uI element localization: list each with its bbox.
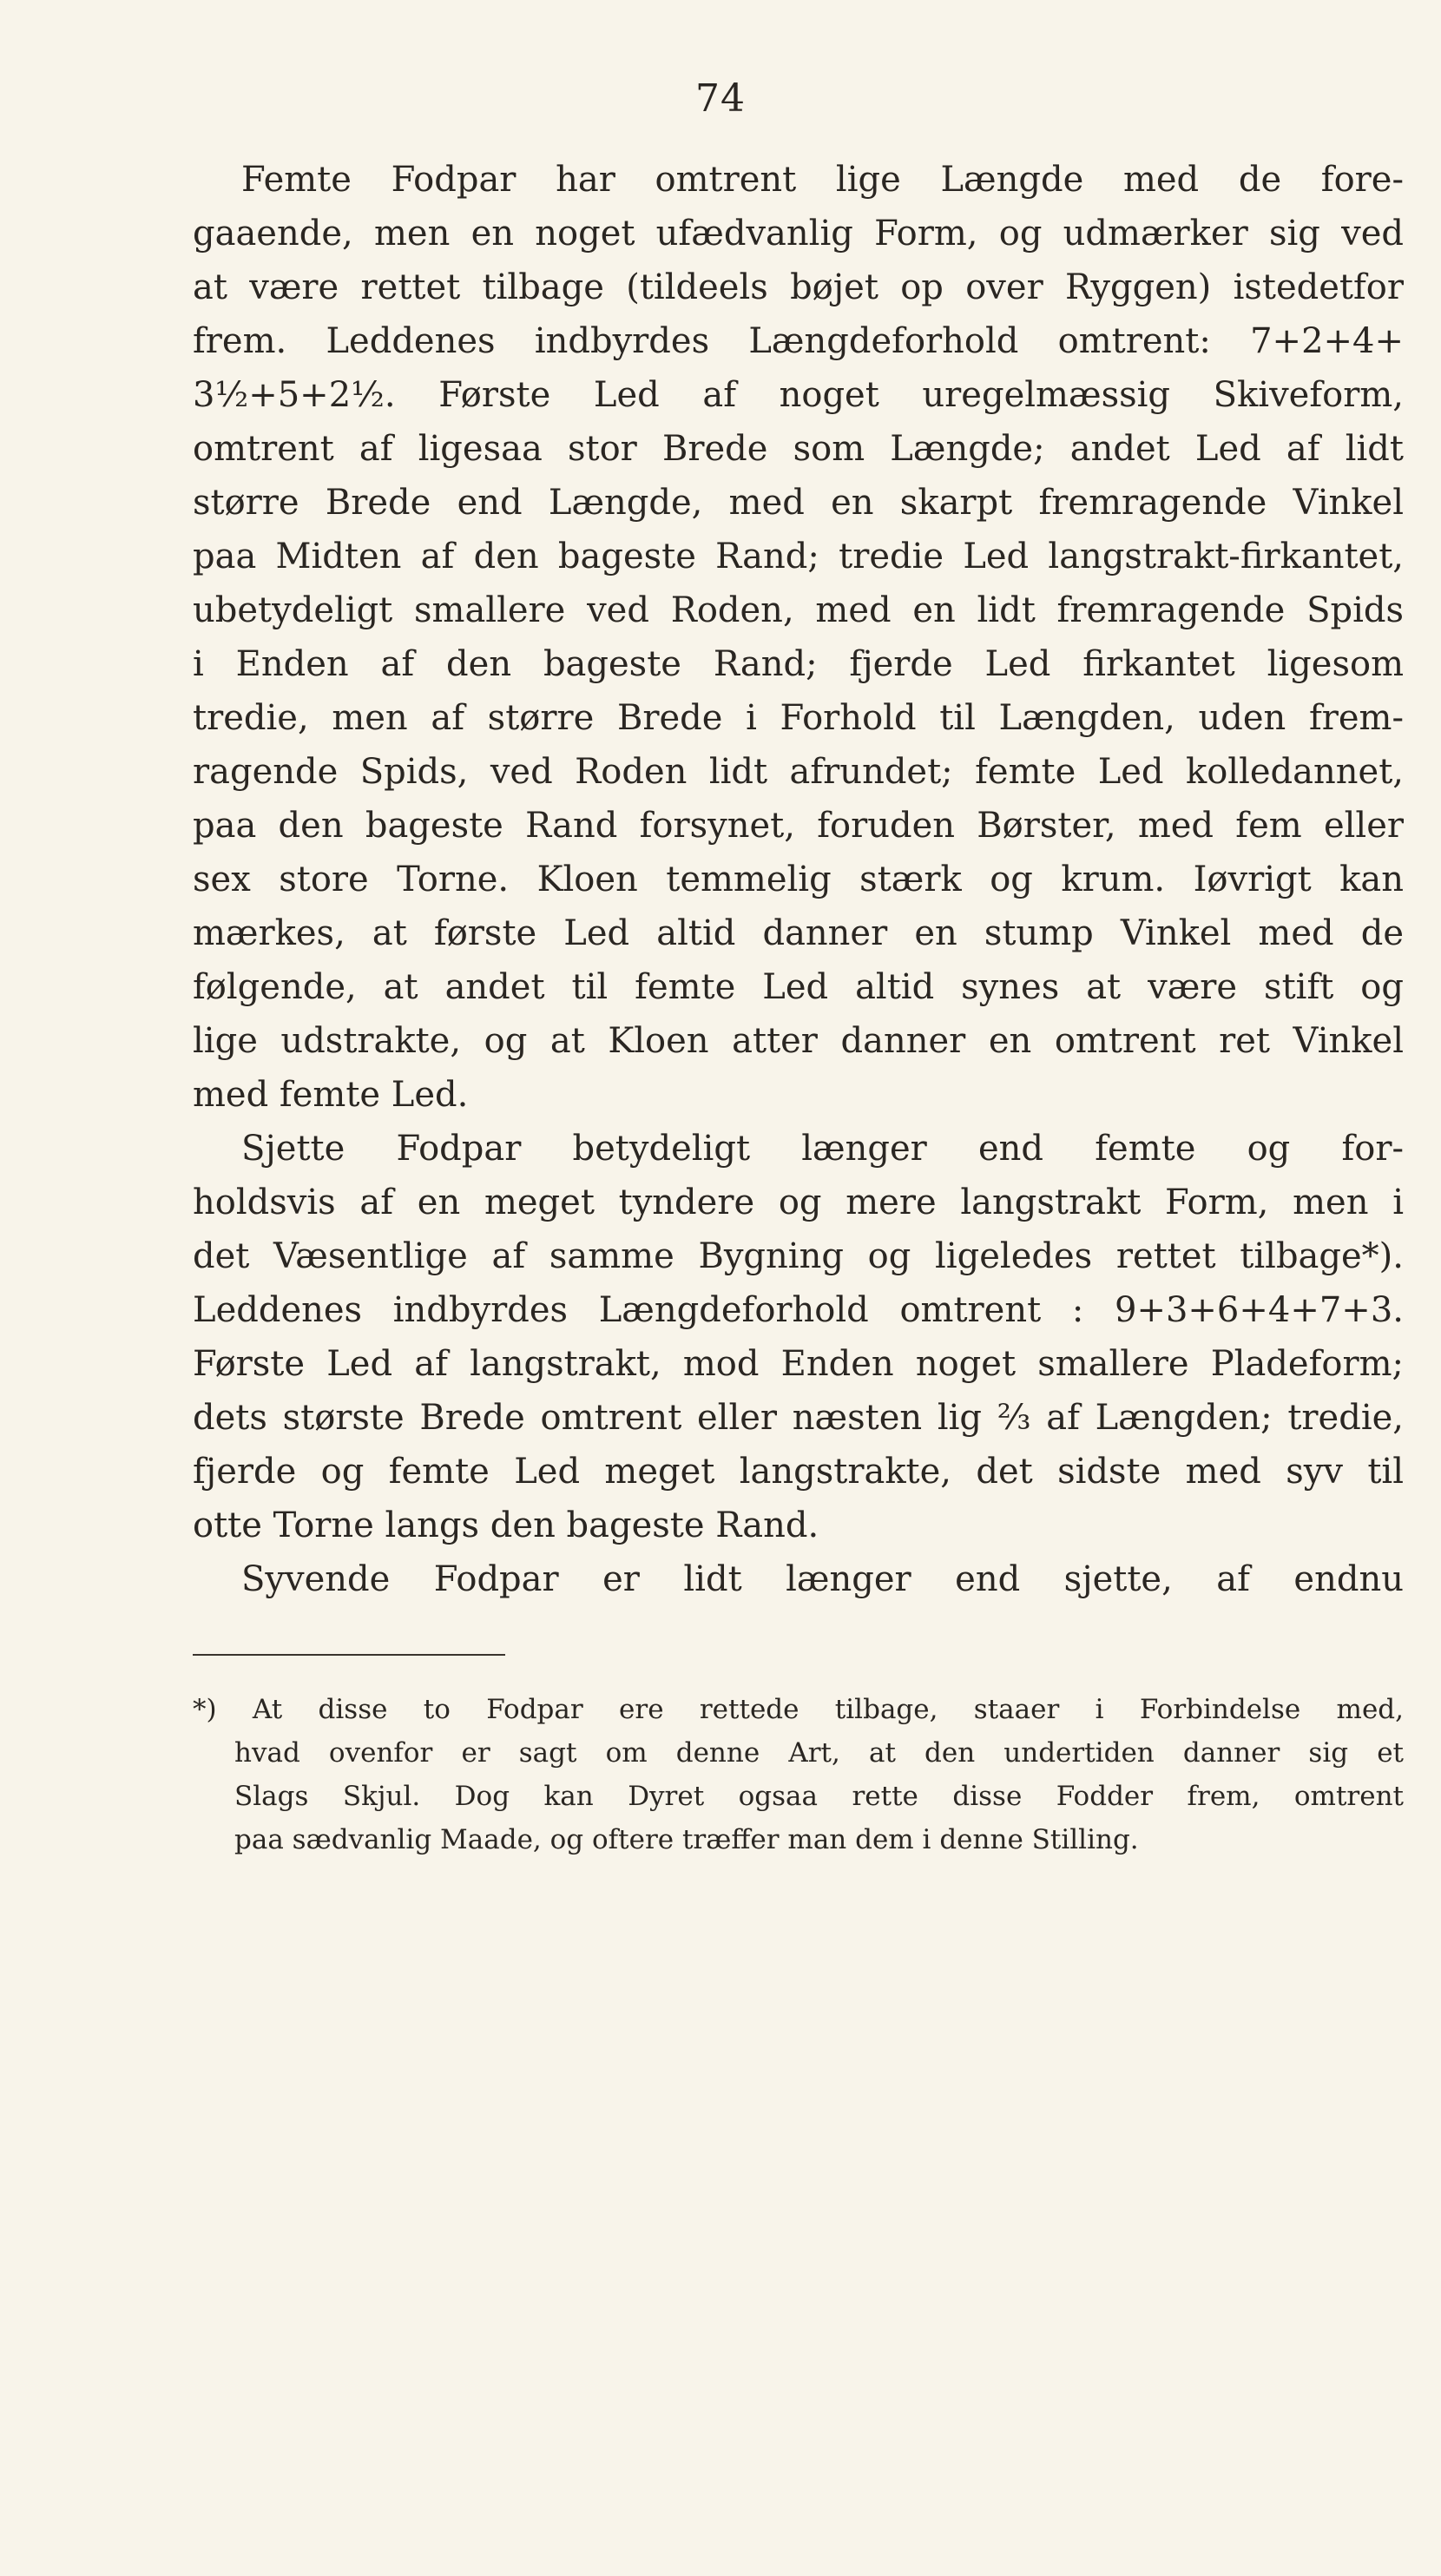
footnote-line: Slags Skjul. Dog kan Dyret ogsaa rette disse Fodder frem, omtrent — [234, 1781, 1404, 1812]
text-line: sex store Torne. Kloen temmelig stærk og krum. Iøvrigt kan — [193, 860, 1404, 899]
text-line: omtrent af ligesaa stor Brede som Længde; andet Led af lidt — [193, 429, 1404, 469]
text-line: 3½+5+2½. Første Led af noget uregelmæssig Skiveform, — [193, 375, 1404, 415]
text-line: dets største Brede omtrent eller næsten lig ⅔ af Længden; tredie, — [193, 1398, 1404, 1438]
text-line: det Væsentlige af samme Bygning og ligeledes rettet tilbage*). — [193, 1236, 1404, 1276]
text-line: større Brede end Længde, med en skarpt fremragende Vinkel — [193, 483, 1404, 523]
footnote — [193, 1688, 1404, 1861]
text-line: paa Midten af den bageste Rand; tredie Led langstrakt-firkantet, — [193, 537, 1404, 576]
text-line: lige udstrakte, og at Kloen atter danner en omtrent ret Vinkel — [193, 1021, 1404, 1061]
footnote-line: paa sædvanlig Maade, og oftere træffer man dem i denne Stilling. — [234, 1824, 1139, 1855]
text-line: mærkes, at første Led altid danner en stump Vinkel med de — [193, 913, 1404, 953]
footnote-line: hvad ovenfor er sagt om denne Art, at den undertiden danner sig et — [234, 1737, 1404, 1769]
page-number: 74 — [695, 76, 746, 121]
text-line: tredie, men af større Brede i Forhold til Længden, uden frem- — [193, 698, 1404, 738]
text-line: fjerde og femte Led meget langstrakte, det sidste med syv til — [193, 1452, 1404, 1492]
text-line: frem. Leddenes indbyrdes Længdeforhold omtrent: 7+2+4+ — [193, 321, 1404, 361]
text-line: gaaende, men en noget ufædvanlig Form, og udmærker sig ved — [193, 214, 1404, 254]
text-line: Sjette Fodpar betydeligt længer end femte og for- — [241, 1129, 1404, 1169]
text-line: ragende Spids, ved Roden lidt afrundet; femte Led kolledannet, — [193, 752, 1404, 792]
text-line: følgende, at andet til femte Led altid synes at være stift og — [193, 967, 1404, 1007]
text-line: i Enden af den bageste Rand; fjerde Led firkantet ligesom — [193, 644, 1404, 684]
text-line: at være rettet tilbage (tildeels bøjet op over Ryggen) istedetfor — [193, 267, 1404, 307]
footnote-line: *) At disse to Fodpar ere rettede tilbage, staaer i Forbindelse med, — [193, 1694, 1404, 1725]
text-line: otte Torne langs den bageste Rand. — [193, 1505, 819, 1545]
text-line: ubetydeligt smallere ved Roden, med en lidt fremragende Spids — [193, 590, 1404, 630]
text-line: Første Led af langstrakt, mod Enden noget smallere Pladeform; — [193, 1344, 1404, 1384]
text-line: med femte Led. — [193, 1075, 469, 1115]
body-text — [193, 153, 1404, 1606]
text-line: paa den bageste Rand forsynet, foruden Børster, med fem eller — [193, 806, 1404, 846]
text-line: Leddenes indbyrdes Længdeforhold omtrent : 9+3+6+4+7+3. — [193, 1290, 1404, 1330]
text-line: Syvende Fodpar er lidt længer end sjette, af endnu — [241, 1559, 1404, 1599]
text-line: Femte Fodpar har omtrent lige Længde med de fore- — [241, 160, 1404, 200]
footnote-divider — [193, 1654, 505, 1656]
text-line: holdsvis af en meget tyndere og mere langstrakt Form, men i — [193, 1183, 1404, 1222]
